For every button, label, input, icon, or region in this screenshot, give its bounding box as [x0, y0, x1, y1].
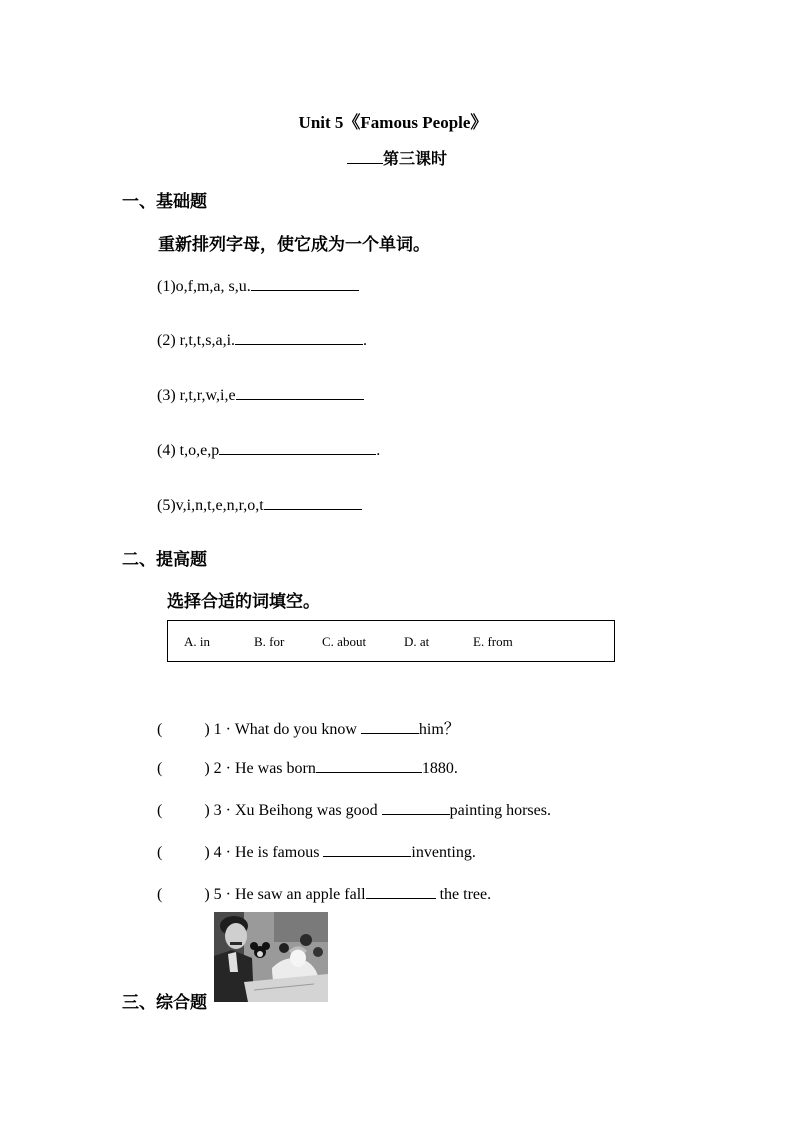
subtitle-blank — [347, 149, 383, 164]
question-text-before: He was born — [234, 760, 316, 777]
page-subtitle — [0, 146, 794, 169]
question-text-after: 1880. — [421, 760, 458, 777]
unscramble-item-2 — [157, 330, 367, 350]
item-letters: (2) r,t,t,s,a,i. — [157, 332, 236, 349]
famous-person-photo — [214, 912, 328, 1002]
fill-question-1: ( ) 1 · What do you know him？ — [157, 721, 460, 738]
question-text-after: painting horses. — [449, 802, 551, 819]
question-number: 3 — [213, 802, 222, 819]
unscramble-item-3 — [157, 385, 364, 405]
item-letters: (3) r,t,r,w,i,e — [157, 387, 236, 404]
question-number: 5 — [213, 886, 222, 903]
unscramble-item-4 — [157, 440, 380, 460]
answer-paren-open: ( — [157, 886, 163, 903]
fill-question-5: ( ) 5 · He saw an apple fall the tree. — [157, 886, 492, 903]
choice-c: C. about — [322, 634, 367, 649]
question-number: 1 — [213, 721, 222, 738]
section-1-heading: 一、基础题 — [122, 192, 207, 212]
question-text-after: the tree. — [435, 886, 492, 903]
choice-a: A. in — [184, 634, 210, 649]
question-text-before: He saw an apple fall — [234, 886, 366, 903]
item-suffix: . — [363, 332, 368, 349]
choice-e: E. from — [473, 634, 513, 649]
item-suffix: . — [376, 442, 381, 459]
choice-b: B. for — [254, 634, 285, 649]
question-number: 4 — [213, 844, 222, 861]
answer-paren-open: ( — [157, 721, 163, 738]
answer-blank[interactable] — [316, 758, 422, 773]
answer-blank[interactable] — [264, 495, 362, 510]
section-2-heading: 二、提高题 — [122, 550, 207, 570]
answer-blank[interactable] — [323, 842, 411, 857]
answer-paren-close: ) — [204, 721, 210, 738]
answer-paren-close: ) — [204, 844, 210, 861]
question-text-after: inventing. — [411, 844, 476, 861]
choice-d: D. at — [404, 634, 430, 649]
page-title: Unit 5《Famous People》 — [298, 113, 488, 132]
word-bank — [167, 620, 615, 662]
section-3-heading: 三、综合题 — [122, 993, 207, 1013]
answer-blank[interactable] — [382, 800, 450, 815]
item-letters: (4) t,o,e,p — [157, 442, 220, 459]
fill-question-3: ( ) 3 · Xu Beihong was good painting horses. — [157, 802, 551, 819]
answer-paren-open: ( — [157, 760, 163, 777]
answer-blank[interactable] — [251, 276, 359, 291]
section-1-instruction: 重新排列字母，使它成为一个单词。 — [158, 235, 430, 255]
question-text-before: What do you know — [234, 721, 361, 738]
answer-paren-close: ) — [204, 802, 210, 819]
answer-paren-close: ) — [204, 760, 210, 777]
answer-blank[interactable] — [366, 884, 436, 899]
unscramble-item-5 — [157, 495, 362, 515]
question-text-before: Xu Beihong was good — [234, 802, 382, 819]
item-letters: (1)o,f,m,a, s,u. — [157, 278, 251, 295]
answer-paren-open: ( — [157, 802, 163, 819]
question-number: 2 — [213, 760, 222, 777]
fill-question-2: ( ) 2 · He was born 1880. — [157, 760, 458, 777]
question-text-after: him？ — [418, 721, 460, 738]
unscramble-item-1 — [157, 276, 359, 296]
answer-blank[interactable] — [361, 719, 419, 734]
question-text-before: He is famous — [234, 844, 324, 861]
answer-blank[interactable] — [235, 330, 363, 345]
answer-blank[interactable] — [219, 440, 376, 455]
answer-blank[interactable] — [236, 385, 364, 400]
section-2-instruction: 选择合适的词填空。 — [167, 592, 320, 612]
fill-question-4: ( ) 4 · He is famous inventing. — [157, 844, 476, 861]
subtitle-text: 第三课时 — [382, 151, 447, 168]
answer-paren-open: ( — [157, 844, 163, 861]
item-letters: (5)v,i,n,t,e,n,r,o,t — [157, 497, 264, 514]
answer-paren-close: ) — [204, 886, 210, 903]
